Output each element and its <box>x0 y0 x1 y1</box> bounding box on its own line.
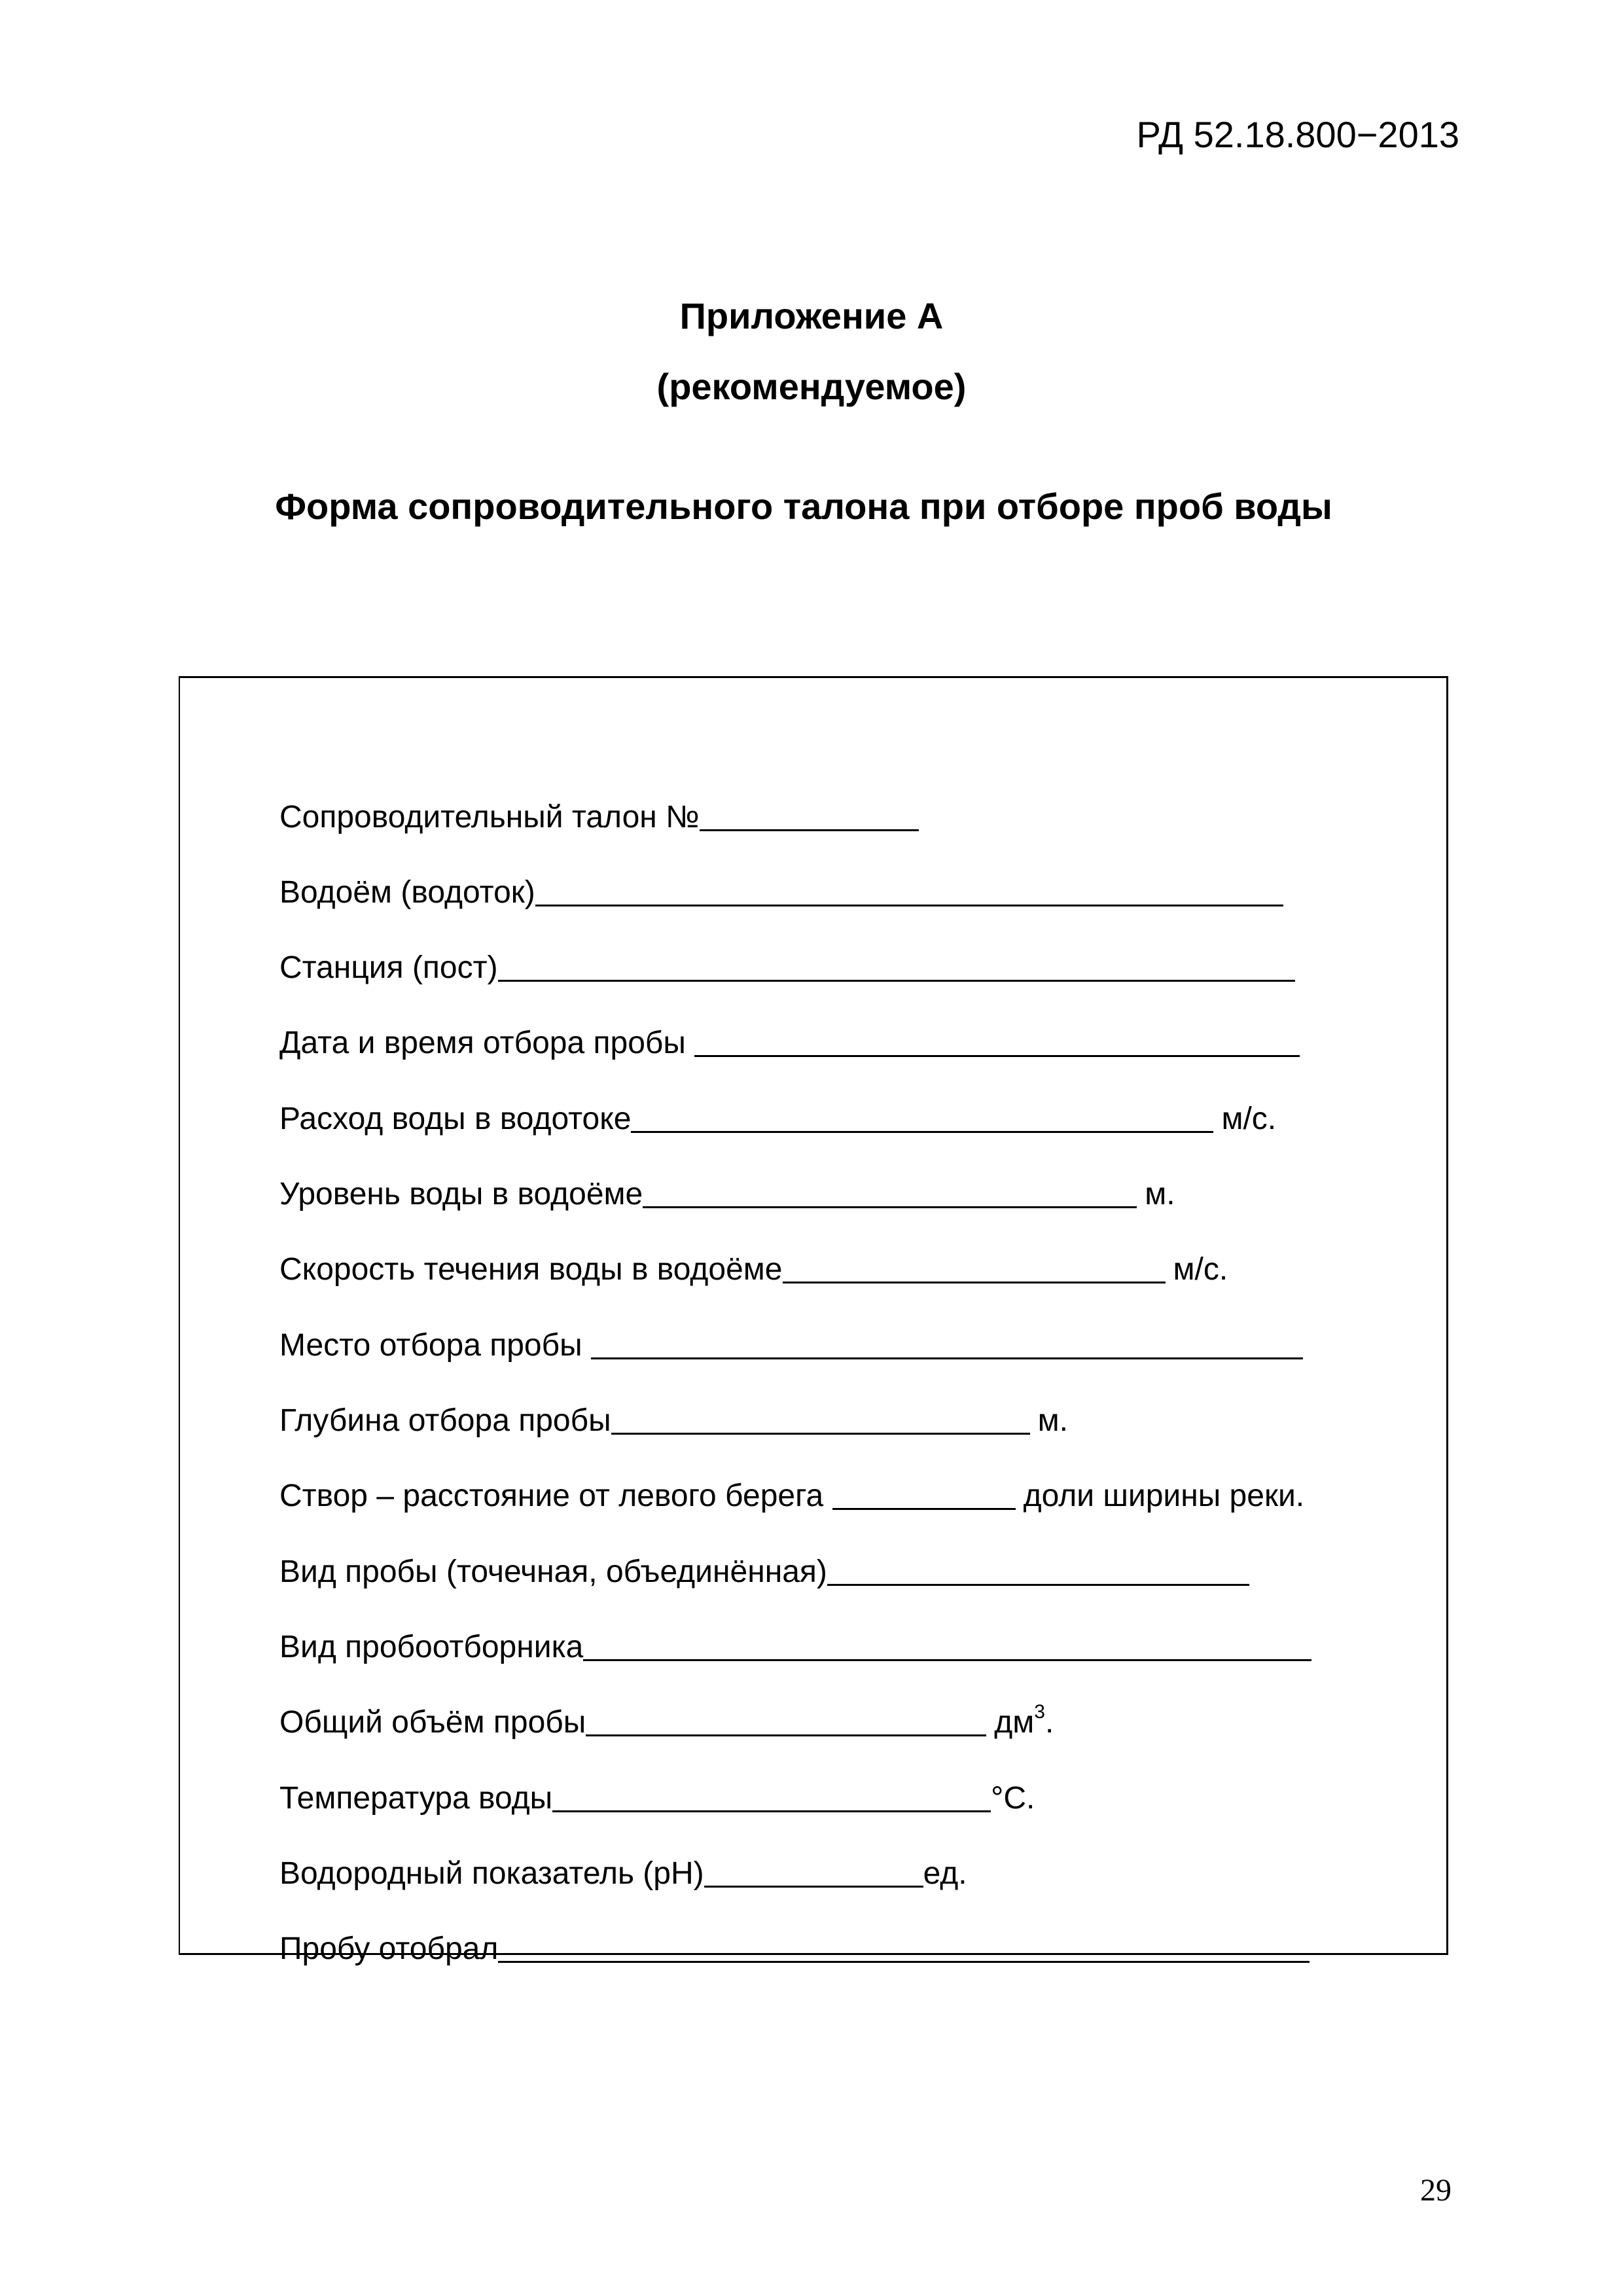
field-label: Водородный показатель (рН) <box>279 1856 704 1891</box>
fill-in-blank[interactable] <box>498 1927 1310 1963</box>
field-label: Общий объём пробы <box>279 1705 586 1740</box>
form-field-sampling-depth <box>279 1398 1068 1444</box>
form-field-water-temperature <box>279 1776 1035 1821</box>
unit-superscript: 3 <box>1034 1701 1045 1723</box>
form-field-sampling-datetime <box>279 1020 1300 1066</box>
fill-in-blank[interactable] <box>704 1852 923 1888</box>
field-unit: ед. <box>923 1856 967 1891</box>
document-code: РД 52.18.800−2013 <box>1136 114 1459 155</box>
fill-in-blank[interactable] <box>783 1247 1166 1283</box>
form-field-sample-type <box>279 1549 1249 1595</box>
form-field-sampler-type <box>279 1624 1311 1670</box>
field-label: Температура воды <box>279 1781 553 1816</box>
fill-in-blank[interactable] <box>586 1700 986 1736</box>
field-label: Место отбора пробы <box>279 1328 591 1363</box>
appendix-subtitle: (рекомендуемое) <box>656 366 967 407</box>
form-field-slip-number <box>279 795 919 840</box>
form-field-ph <box>279 1851 967 1897</box>
form-field-station <box>279 945 1295 991</box>
form-field-sampling-place <box>279 1323 1303 1369</box>
fill-in-blank[interactable] <box>535 870 1283 906</box>
form-field-flow-velocity <box>279 1247 1228 1293</box>
form-title: Форма сопроводительного талона при отборе проб воды <box>275 486 1332 527</box>
fill-in-blank[interactable] <box>552 1776 991 1812</box>
field-label: Водоём (водоток) <box>279 875 535 910</box>
form-field-water-body <box>279 870 1283 916</box>
field-unit: дм <box>994 1705 1035 1740</box>
page-number: 29 <box>1420 2173 1452 2208</box>
field-label: Дата и время отбора пробы <box>279 1026 695 1060</box>
field-unit: доли ширины реки. <box>1023 1479 1305 1513</box>
field-unit: м. <box>1145 1177 1175 1211</box>
field-label: Скорость течения воды в водоёме <box>279 1252 783 1287</box>
form-field-sampled-by <box>279 1926 1310 1972</box>
fill-in-blank[interactable] <box>694 1021 1300 1057</box>
field-label: Вид пробоотборника <box>279 1630 584 1664</box>
accompanying-slip-form <box>179 676 1448 1966</box>
fill-in-blank[interactable] <box>631 1097 1213 1133</box>
field-unit: °С. <box>991 1781 1035 1816</box>
field-label: Сопроводительный талон № <box>279 800 700 834</box>
fill-in-blank[interactable] <box>591 1323 1303 1359</box>
fill-in-blank[interactable] <box>611 1399 1030 1435</box>
fill-in-blank[interactable] <box>700 795 919 831</box>
field-label: Вид пробы (точечная, объединённая) <box>279 1554 827 1589</box>
field-label: Расход воды в водотоке <box>279 1102 632 1136</box>
fill-in-blank[interactable] <box>498 946 1295 982</box>
fill-in-blank[interactable] <box>643 1172 1137 1208</box>
field-label: Створ – расстояние от левого берега <box>279 1479 832 1513</box>
fill-in-blank[interactable] <box>832 1474 1016 1510</box>
appendix-title: Приложение А <box>679 295 944 336</box>
field-label: Пробу отобрал <box>279 1931 499 1966</box>
fill-in-blank[interactable] <box>827 1550 1249 1586</box>
fill-in-blank[interactable] <box>583 1625 1311 1661</box>
field-unit: м/с. <box>1221 1102 1277 1136</box>
field-label: Глубина отбора пробы <box>279 1403 611 1438</box>
field-label: Уровень воды в водоёме <box>279 1177 643 1211</box>
form-field-sample-volume <box>279 1700 1054 1746</box>
form-field-water-discharge <box>279 1096 1276 1142</box>
unit-tail: . <box>1044 1705 1054 1740</box>
field-label: Станция (пост) <box>279 950 498 985</box>
form-field-water-level <box>279 1172 1175 1217</box>
field-unit: м/с. <box>1173 1252 1228 1287</box>
field-unit: м. <box>1037 1403 1068 1438</box>
form-field-cross-section <box>279 1473 1304 1519</box>
